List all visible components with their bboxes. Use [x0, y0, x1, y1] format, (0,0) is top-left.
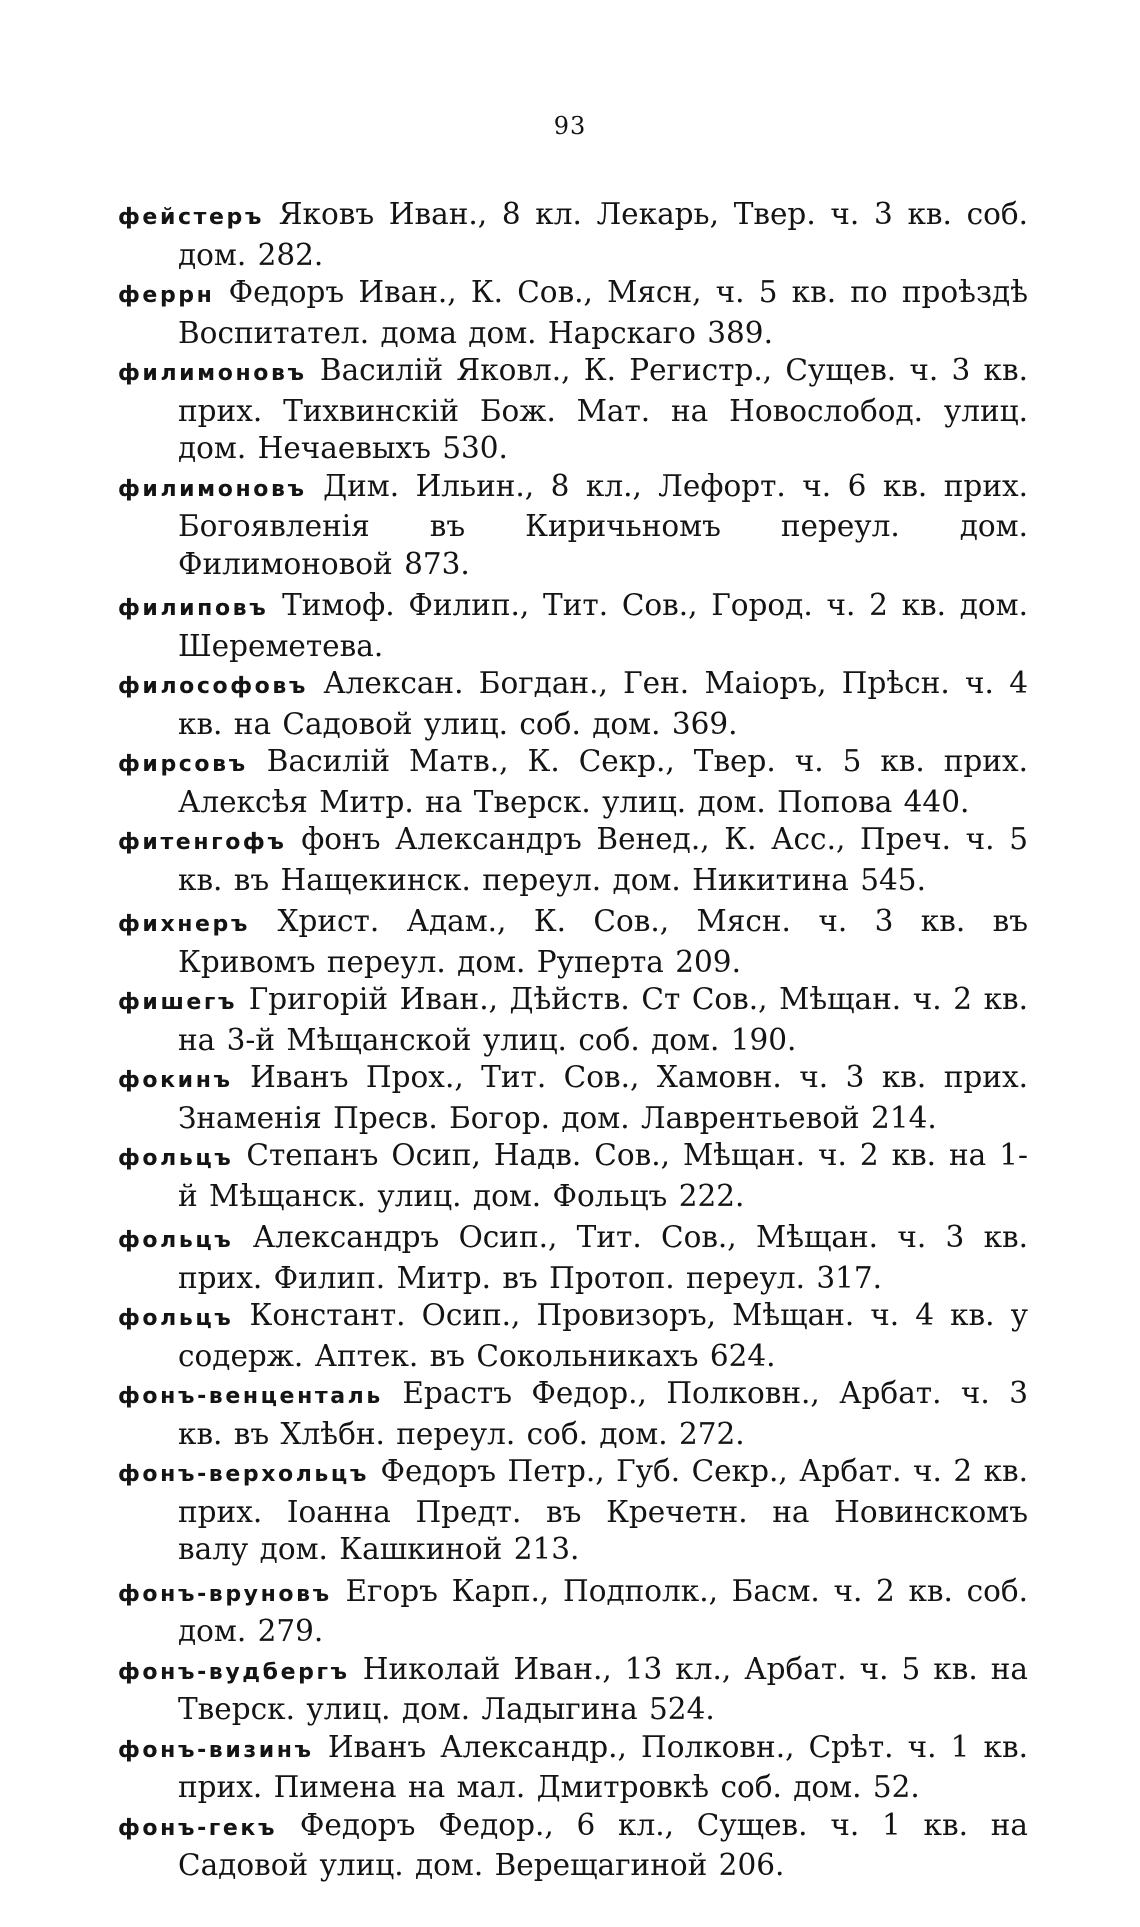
entry-surname: фольцъ [118, 1146, 234, 1171]
entry-surname: филиповъ [118, 596, 269, 621]
entry-details: Дим. Ильин., 8 кл., Лефорт. ч. 6 кв. прих. Богоявленія въ Киричьномъ переул. дом. Филимоновой 873. [178, 468, 1028, 581]
entry-surname: филимоновъ [118, 361, 307, 386]
entry-details: Иванъ Александр., Полковн., Срѣт. ч. 1 кв. прих. Пимена на мал. Дмитровкѣ соб. дом. 52. [178, 1729, 1028, 1804]
entry-details: Егоръ Карп., Подполк., Басм. ч. 2 кв. соб. дом. 279. [178, 1573, 1028, 1648]
entry-details: Григорій Иван., Дѣйств. Ст Сов., Мѣщан. ч. 2 кв. на 3-й Мѣщанской улиц. соб. дом. 190. [178, 982, 1028, 1057]
directory-entry [118, 1059, 1028, 1137]
entry-details: фонъ Александръ Венед., К. Асс., Преч. ч. 5 кв. въ Нащекинск. переул. дом. Никитина 545. [178, 822, 1028, 897]
directory-entry [118, 1219, 1028, 1297]
entry-details: Тимоф. Филип., Тит. Сов., Город. ч. 2 кв. дом. Шереметева. [178, 588, 1028, 663]
entry-surname: феррн [118, 283, 215, 308]
entry-surname: фонъ-венценталь [118, 1384, 383, 1409]
entry-surname: философовъ [118, 674, 309, 699]
entry-surname: фитенгофъ [118, 830, 287, 855]
directory-entry [118, 743, 1028, 821]
entry-surname: филимоновъ [118, 476, 307, 502]
entry-details: Федоръ Федор., 6 кл., Сущев. ч. 1 кв. на Садовой улиц. дом. Верещагиной 206. [178, 1807, 1028, 1882]
entry-details: Николай Иван., 13 кл., Арбат. ч. 5 кв. на Тверск. улиц. дом. Ладыгина 524. [178, 1651, 1028, 1726]
directory-entry [118, 1297, 1028, 1375]
directory-entry [118, 1729, 1028, 1807]
entry-details: Яковъ Иван., 8 кл. Лекарь, Твер. ч. 3 кв. соб. дом. 282. [178, 197, 1029, 272]
directory-entry [118, 587, 1028, 665]
directory-entry [118, 352, 1028, 468]
page-number: 93 [553, 112, 587, 140]
directory-entry [118, 1375, 1028, 1453]
entry-surname: фихнеръ [118, 912, 251, 937]
entry-details: Алексан. Богдан., Ген. Маіоръ, Прѣсн. ч. 4 кв. на Садовой улиц. соб. дом. 369. [178, 666, 1028, 741]
directory-entries [118, 196, 1028, 1885]
directory-entry [118, 1137, 1028, 1215]
entry-surname: фокинъ [118, 1068, 233, 1093]
entry-surname: фейстеръ [118, 205, 264, 230]
entry-details: Федоръ Петр., Губ. Секр., Арбат. ч. 2 кв. прих. Іоанна Предт. въ Кречетн. на Новинскомъ валу дом. Кашкиной 213. [178, 1454, 1029, 1566]
directory-entry [118, 1807, 1028, 1885]
directory-entry [118, 1453, 1028, 1569]
entry-details: Констант. Осип., Провизоръ, Мѣщан. ч. 4 кв. у содерж. Аптек. въ Сокольникахъ 624. [178, 1298, 1028, 1373]
directory-entry [118, 821, 1028, 899]
entry-details: Василій Яковл., К. Регистр., Сущев. ч. 3 кв. прих. Тихвинскій Бож. Мат. на Новослобод. улиц. дом. Нечаевыхъ 530. [178, 353, 1028, 465]
entry-details: Федоръ Иван., К. Сов., Мясн, ч. 5 кв. по проѣздѣ Воспитател. дома дом. Нарскаго 389. [178, 275, 1028, 350]
entry-surname: фонъ-гекъ [118, 1815, 278, 1841]
directory-entry [118, 1573, 1028, 1651]
directory-entry [118, 196, 1028, 274]
entry-details: Василій Матв., К. Секр., Твер. ч. 5 кв. прих. Алексѣя Митр. на Тверск. улиц. дом. Попова 440. [178, 744, 1028, 819]
entry-details: Александръ Осип., Тит. Сов., Мѣщан. ч. 3 кв. прих. Филип. Митр. въ Протоп. переул. 317. [178, 1220, 1028, 1295]
entry-surname: фишегъ [118, 990, 238, 1015]
directory-entry [118, 665, 1028, 743]
directory-entry [118, 468, 1028, 584]
entry-details: Христ. Адам., К. Сов., Мясн. ч. 3 кв. въ Кривомъ переул. дом. Руперта 209. [178, 904, 1028, 979]
entry-surname: фонъ-визинъ [118, 1737, 314, 1763]
directory-entry [118, 903, 1028, 981]
entry-surname: фонъ-вруновъ [118, 1581, 332, 1607]
entry-details: Степанъ Осип, Надв. Сов., Мѣщан. ч. 2 кв. на 1-й Мѣщанск. улиц. дом. Фольцъ 222. [178, 1138, 1028, 1213]
directory-entry [118, 1651, 1028, 1729]
entry-surname: фирсовъ [118, 752, 248, 777]
entry-surname: фонъ-верхольцъ [118, 1462, 369, 1487]
entry-details: Ерастъ Федор., Полковн., Арбат. ч. 3 кв. въ Хлѣбн. переул. соб. дом. 272. [178, 1376, 1028, 1451]
entry-surname: фольцъ [118, 1228, 234, 1253]
entry-surname: фольцъ [118, 1306, 234, 1331]
entry-surname: фонъ-вудбергъ [118, 1659, 350, 1685]
directory-entry [118, 981, 1028, 1059]
directory-entry [118, 274, 1028, 352]
entry-details: Иванъ Прох., Тит. Сов., Хамовн. ч. 3 кв. прих. Знаменія Пресв. Богор. дом. Лаврентьевой 214. [178, 1060, 1028, 1135]
